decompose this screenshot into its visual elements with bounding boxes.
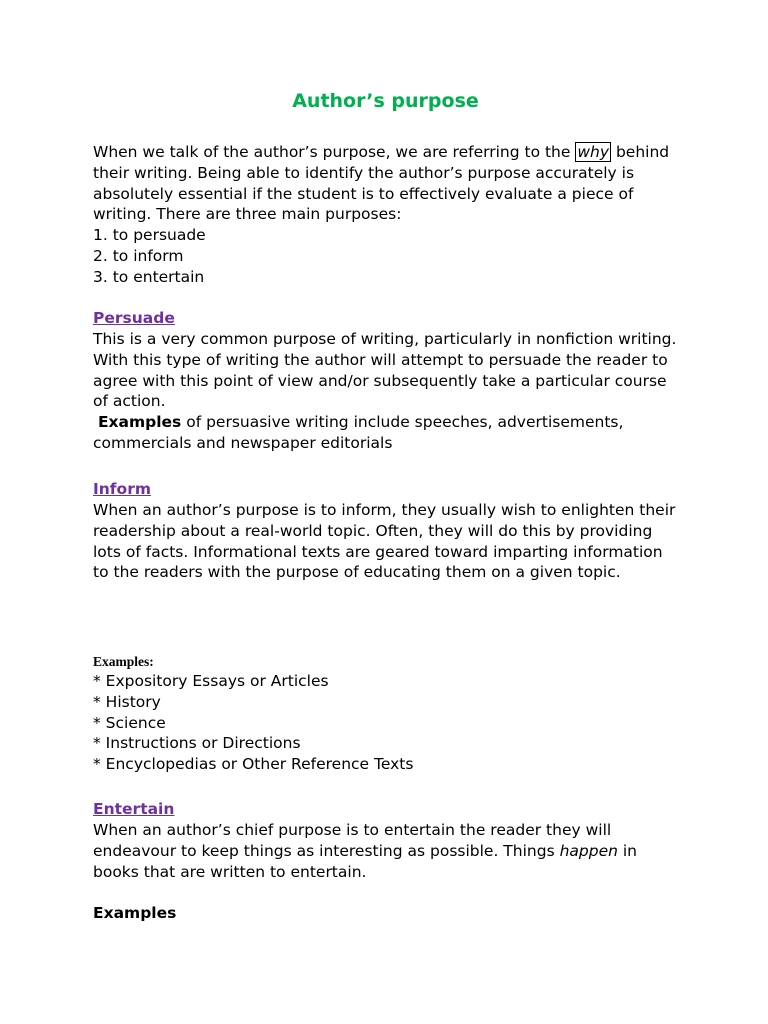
persuade-heading: Persuade bbox=[93, 309, 175, 327]
inform-body: When an author’s purpose is to inform, they usually wish to enlighten their readership about a real-world topic. Often, they will do this by providing lots of facts. Informational texts are geared toward imparting information to the readers with the purpose of educating them on a given topic. bbox=[93, 501, 676, 582]
page-title: Author’s purpose bbox=[292, 90, 479, 112]
list-item: * Expository Essays or Articles bbox=[93, 672, 329, 690]
list-item: * Instructions or Directions bbox=[93, 734, 301, 753]
intro-text-behind: behind bbox=[611, 143, 670, 161]
inform-examples-section bbox=[93, 671, 678, 775]
purposes-list bbox=[93, 225, 678, 287]
intro-section bbox=[93, 142, 678, 288]
persuade-examples bbox=[93, 412, 678, 454]
intro-text-start: When we talk of the author’s purpose, we are referring to the bbox=[93, 143, 576, 161]
entertain-body bbox=[93, 820, 678, 882]
entertain-examples-label: Examples bbox=[93, 904, 177, 922]
entertain-text-start: When an author’s chief purpose is to entertain the reader they will endeavour to keep things as interesting as possible. Things bbox=[93, 821, 612, 860]
entertain-section bbox=[93, 820, 678, 882]
inform-examples-label: Examples: bbox=[93, 654, 154, 669]
intro-paragraph bbox=[93, 142, 678, 225]
persuade-body: This is a very common purpose of writing, particularly in nonfiction writing. With this type of writing the author will attempt to persuade the reader to agree with this point of view and/or subsequently take a particular course of action. bbox=[93, 330, 677, 411]
entertain-heading: Entertain bbox=[93, 800, 175, 818]
persuade-examples-text: of persuasive writing include speeches, advertisements, commercials and newspaper editorials bbox=[93, 413, 624, 452]
inform-heading: Inform bbox=[93, 480, 151, 498]
list-item: * Encyclopedias or Other Reference Texts bbox=[93, 755, 414, 774]
entertain-text-end: in books that are written to entertain. bbox=[93, 841, 638, 881]
inform-section bbox=[93, 500, 678, 583]
intro-text-rest: their writing. Being able to identify the author’s purpose accurately is absolutely essential if the student is to effectively evaluate a piece of writing. There are three main purposes: bbox=[93, 163, 635, 224]
persuade-examples-label: Examples bbox=[97, 413, 182, 432]
list-item: 2. to inform bbox=[93, 246, 184, 265]
entertain-italic-word: happen bbox=[559, 841, 618, 860]
why-boxed-word: why bbox=[577, 143, 610, 161]
list-item: 3. to entertain bbox=[93, 267, 205, 286]
persuade-section bbox=[93, 329, 678, 454]
list-item: * History bbox=[93, 692, 161, 711]
list-item: 1. to persuade bbox=[93, 226, 206, 245]
list-item: * Science bbox=[93, 713, 166, 732]
inform-examples-list bbox=[93, 671, 678, 775]
